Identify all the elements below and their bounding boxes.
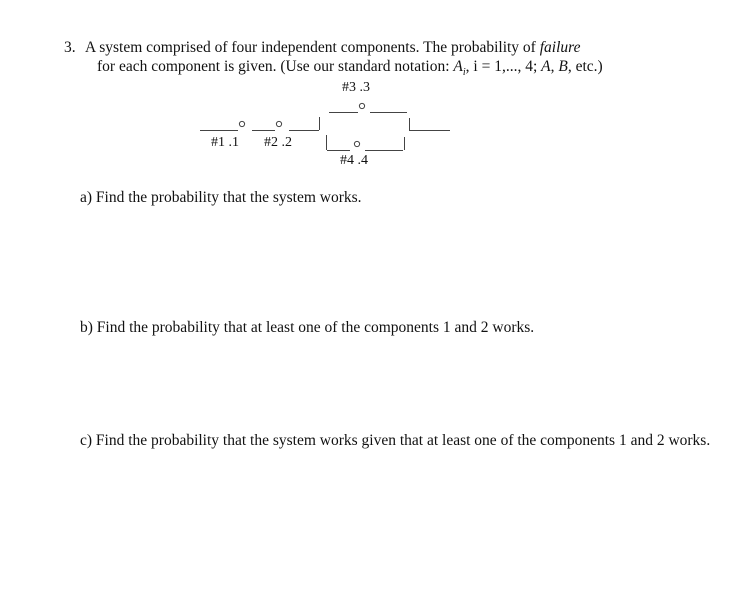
problem-line-1-text: A system comprised of four independent components. The probability of <box>85 39 540 56</box>
notation-subscript-i: i <box>462 67 466 79</box>
notation-index: , i = 1,..., 4; <box>465 58 542 75</box>
failure-emphasis: failure <box>539 39 581 56</box>
problem-number: 3. <box>64 39 76 56</box>
question-b: b) Find the probability that at least one of the components 1 and 2 works. <box>80 319 535 336</box>
label-component-1: #1 .1 <box>211 135 239 150</box>
node-2 <box>276 121 281 126</box>
label-component-2: #2 .2 <box>264 135 292 150</box>
question-a: a) Find the probability that the system works. <box>80 189 362 206</box>
node-4 <box>354 141 359 146</box>
label-component-4: #4 .4 <box>340 153 368 168</box>
notation-tail: , etc.) <box>567 58 603 75</box>
label-component-3: #3 .3 <box>342 80 370 95</box>
problem-line-2-text: for each component is given. (Use our standard notation: <box>97 58 454 75</box>
node-1 <box>239 121 244 126</box>
notation-A: A <box>541 58 551 75</box>
question-c: c) Find the probability that the system works given that at least one of the components 1 and 2 works. <box>80 432 711 449</box>
notation-B: B <box>558 58 568 75</box>
notation-Ai: A <box>453 58 463 75</box>
node-3 <box>359 103 364 108</box>
notation-comma: , <box>550 58 559 75</box>
